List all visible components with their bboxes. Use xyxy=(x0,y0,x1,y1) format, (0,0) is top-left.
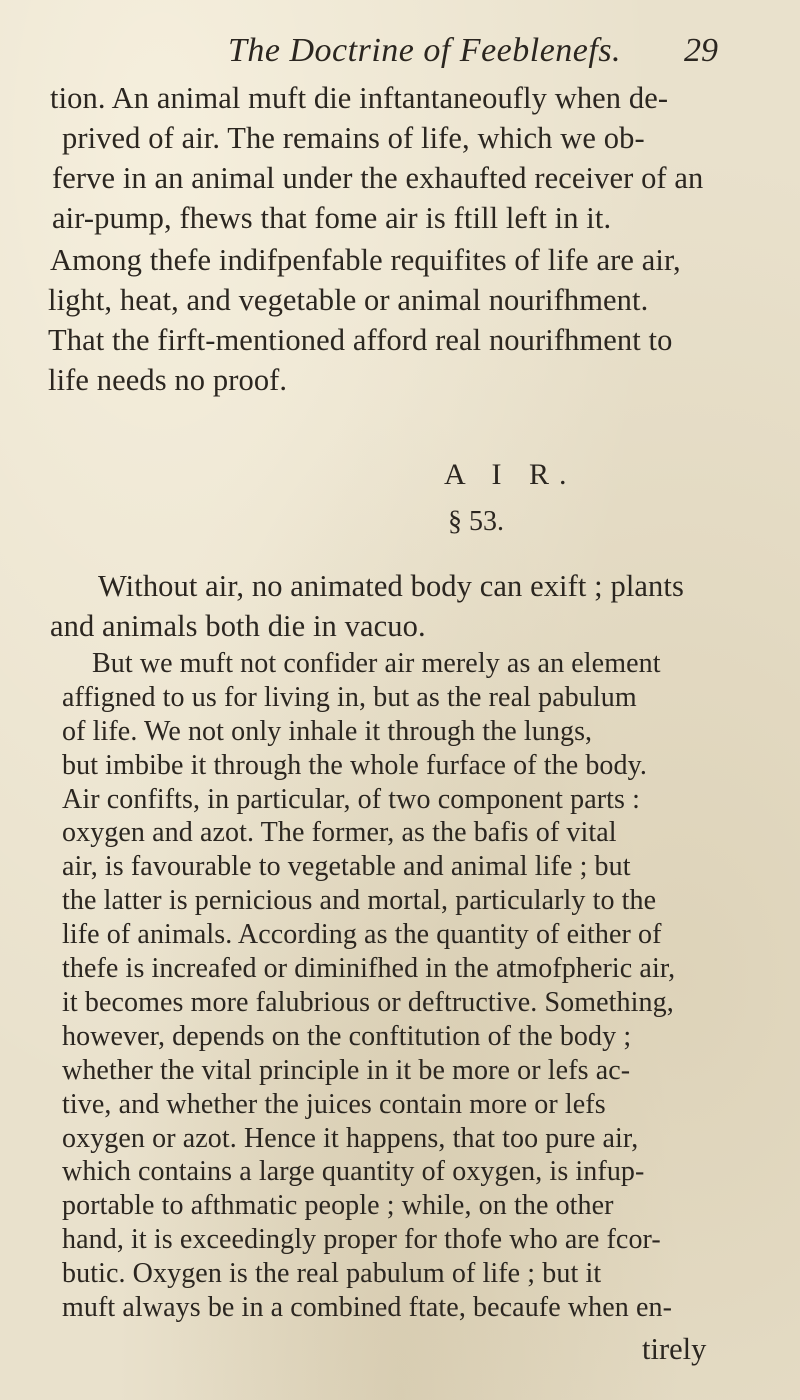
text-line: life of animals. According as the quantity of either of xyxy=(62,919,662,950)
text-line: thefe is increafed or diminifhed in the atmofpheric air, xyxy=(62,953,676,984)
text-line: tion. An animal muft die inftantaneoufly when de- xyxy=(50,81,669,115)
text-line: the latter is pernicious and mortal, particularly to the xyxy=(62,885,657,916)
running-head xyxy=(0,32,800,72)
text-line: portable to afthmatic people ; while, on the other xyxy=(62,1190,614,1221)
section-number: § 53. xyxy=(448,506,504,537)
text-line: but imbibe it through the whole furface of the body. xyxy=(62,750,648,781)
text-line: Among thefe indifpenfable requifites of life are air, xyxy=(50,243,681,277)
text-line: oxygen and azot. The former, as the bafis of vital xyxy=(62,817,617,848)
text-line: But we muft not confider air merely as an element xyxy=(92,648,661,679)
text-line: prived of air. The remains of life, which we ob- xyxy=(62,121,645,155)
text-line: Without air, no animated body can exift ; plants xyxy=(98,569,684,603)
text-line: butic. Oxygen is the real pabulum of life ; but it xyxy=(62,1258,602,1289)
text-line: and animals both die in vacuo. xyxy=(50,609,426,643)
running-title: The Doctrine of Feeblenefs. xyxy=(228,32,622,69)
text-line: air-pump, fhews that fome air is ftill left in it. xyxy=(52,201,612,235)
text-line: tive, and whether the juices contain more or lefs xyxy=(62,1089,606,1120)
text-line: ferve in an animal under the exhaufted receiver of an xyxy=(52,161,704,195)
text-line: of life. We not only inhale it through the lungs, xyxy=(62,716,593,747)
text-line: air, is favourable to vegetable and animal life ; but xyxy=(62,851,631,882)
text-line: oxygen or azot. Hence it happens, that too pure air, xyxy=(62,1123,639,1154)
text-line: whether the vital principle in it be more or lefs ac- xyxy=(62,1055,631,1086)
text-line: it becomes more falubrious or deftructive. Something, xyxy=(62,987,674,1018)
page-number: 29 xyxy=(684,32,718,69)
text-line: affigned to us for living in, but as the real pabulum xyxy=(62,682,637,713)
text-line: however, depends on the conftitution of the body ; xyxy=(62,1021,632,1052)
text-line: life needs no proof. xyxy=(48,363,288,397)
section-heading: A I R. xyxy=(444,458,577,491)
text-line: That the firft-mentioned afford real nourifhment to xyxy=(48,323,673,357)
text-line: muft always be in a combined ftate, becaufe when en- xyxy=(62,1292,673,1323)
text-line: which contains a large quantity of oxygen, is infup- xyxy=(62,1156,645,1187)
text-line: light, heat, and vegetable or animal nourifhment. xyxy=(48,283,649,317)
catchword: tirely xyxy=(642,1332,707,1366)
text-line: Air confifts, in particular, of two component parts : xyxy=(62,784,641,815)
text-line: hand, it is exceedingly proper for thofe who are fcor- xyxy=(62,1224,661,1255)
